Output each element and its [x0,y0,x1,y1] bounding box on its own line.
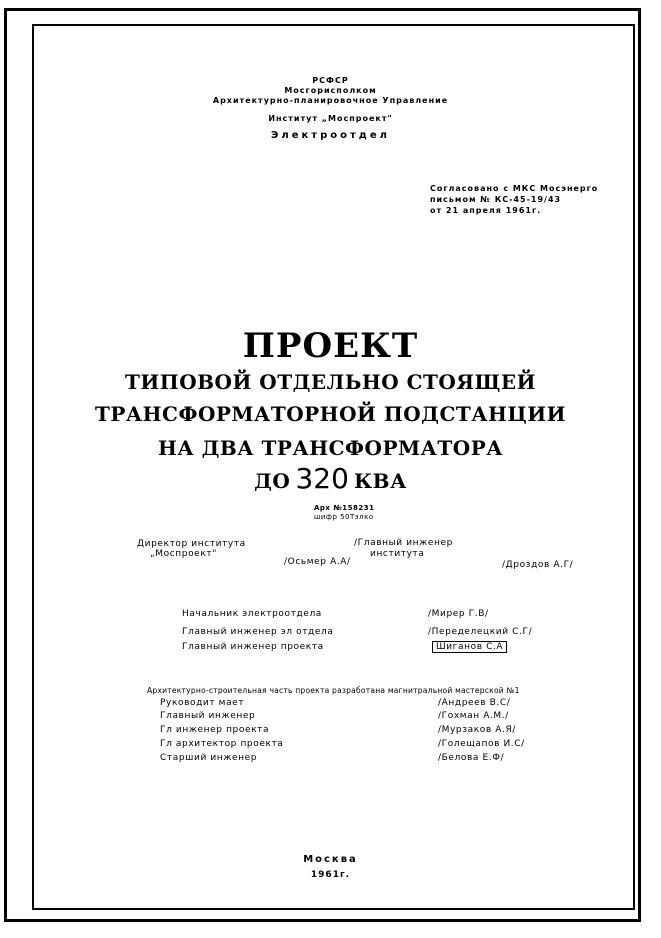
bottom-sig-title-5: Старший инженер [160,753,258,763]
mid-sig-name-3: Шиганов С.А [432,641,507,653]
bottom-sig-name-3: /Мурзаков А.Я/ [438,725,516,735]
title-line-4-number: 320 [295,462,349,495]
bottom-sig-title-1: Руководит мает [160,698,245,708]
mid-sig-title-3: Главный инженер проекта [182,642,324,652]
director-title: Директор института [137,539,246,549]
header-line-4: Институт „Моспроект" [268,114,393,123]
title-line-4 [0,462,661,495]
footer-city: Москва [303,854,358,865]
archive-number: Арх №158231 [314,504,375,512]
bottom-sig-name-5: /Белова Е.Ф/ [438,753,505,763]
header-line-5: Электроотдел [271,130,390,141]
approval-line-3: от 21 апреля 1961г. [430,206,542,215]
mid-sig-title-2: Главный инженер эл отдела [182,627,334,637]
title-line-4-prefix: ДО [254,469,291,493]
approval-line-1: Согласовано с МКС Мосэнерго [430,184,599,193]
architect-note: Архитектурно-строительная часть проекта разработана магнитральной мастерской №1 [147,686,520,695]
bottom-sig-title-2: Главный инженер [160,711,256,721]
header-line-2: Мосгорисполком [284,86,377,95]
title-line-3: НА ДВА ТРАНСФОРМАТОРА [157,436,504,460]
header-line-3: Архитектурно-планировочное Управление [212,96,449,105]
title-line-4-suffix: КВА [353,469,407,493]
bottom-sig-name-2: /Гохман А.М./ [438,711,509,721]
title-line-2: ТРАНСФОРМАТОРНОЙ ПОДСТАНЦИИ [94,402,567,426]
mid-sig-name-2: /Переделецкий С.Г/ [428,627,533,637]
chief-engineer-institute: института [370,549,425,559]
bottom-sig-title-4: Гл архитектор проекта [160,739,284,749]
mid-sig-name-1: /Мирер Г.В/ [428,609,489,619]
chief-engineer-name: /Дроздов А.Г/ [502,560,574,570]
footer-year: 1961г. [310,870,351,880]
header-line-1: РСФСР [312,76,349,85]
title-main: ПРОЕКТ [242,326,419,366]
bottom-sig-name-1: /Андреев В.С/ [438,698,511,708]
archive-code: шифр 50Тэлко [314,513,374,521]
director-institute: „Моспроект" [150,549,217,559]
approval-line-2: письмом № КС-45-19/43 [430,195,562,204]
chief-engineer-title: /Главный инженер [354,538,453,548]
bottom-sig-name-4: /Голещапов И.С/ [438,739,525,749]
mid-sig-title-1: Начальник электроотдела [182,609,322,619]
title-line-1: ТИПОВОЙ ОТДЕЛЬНО СТОЯЩЕЙ [125,370,536,394]
bottom-sig-title-3: Гл инженер проекта [160,725,270,735]
director-name: /Осьмер А.А/ [284,557,351,567]
